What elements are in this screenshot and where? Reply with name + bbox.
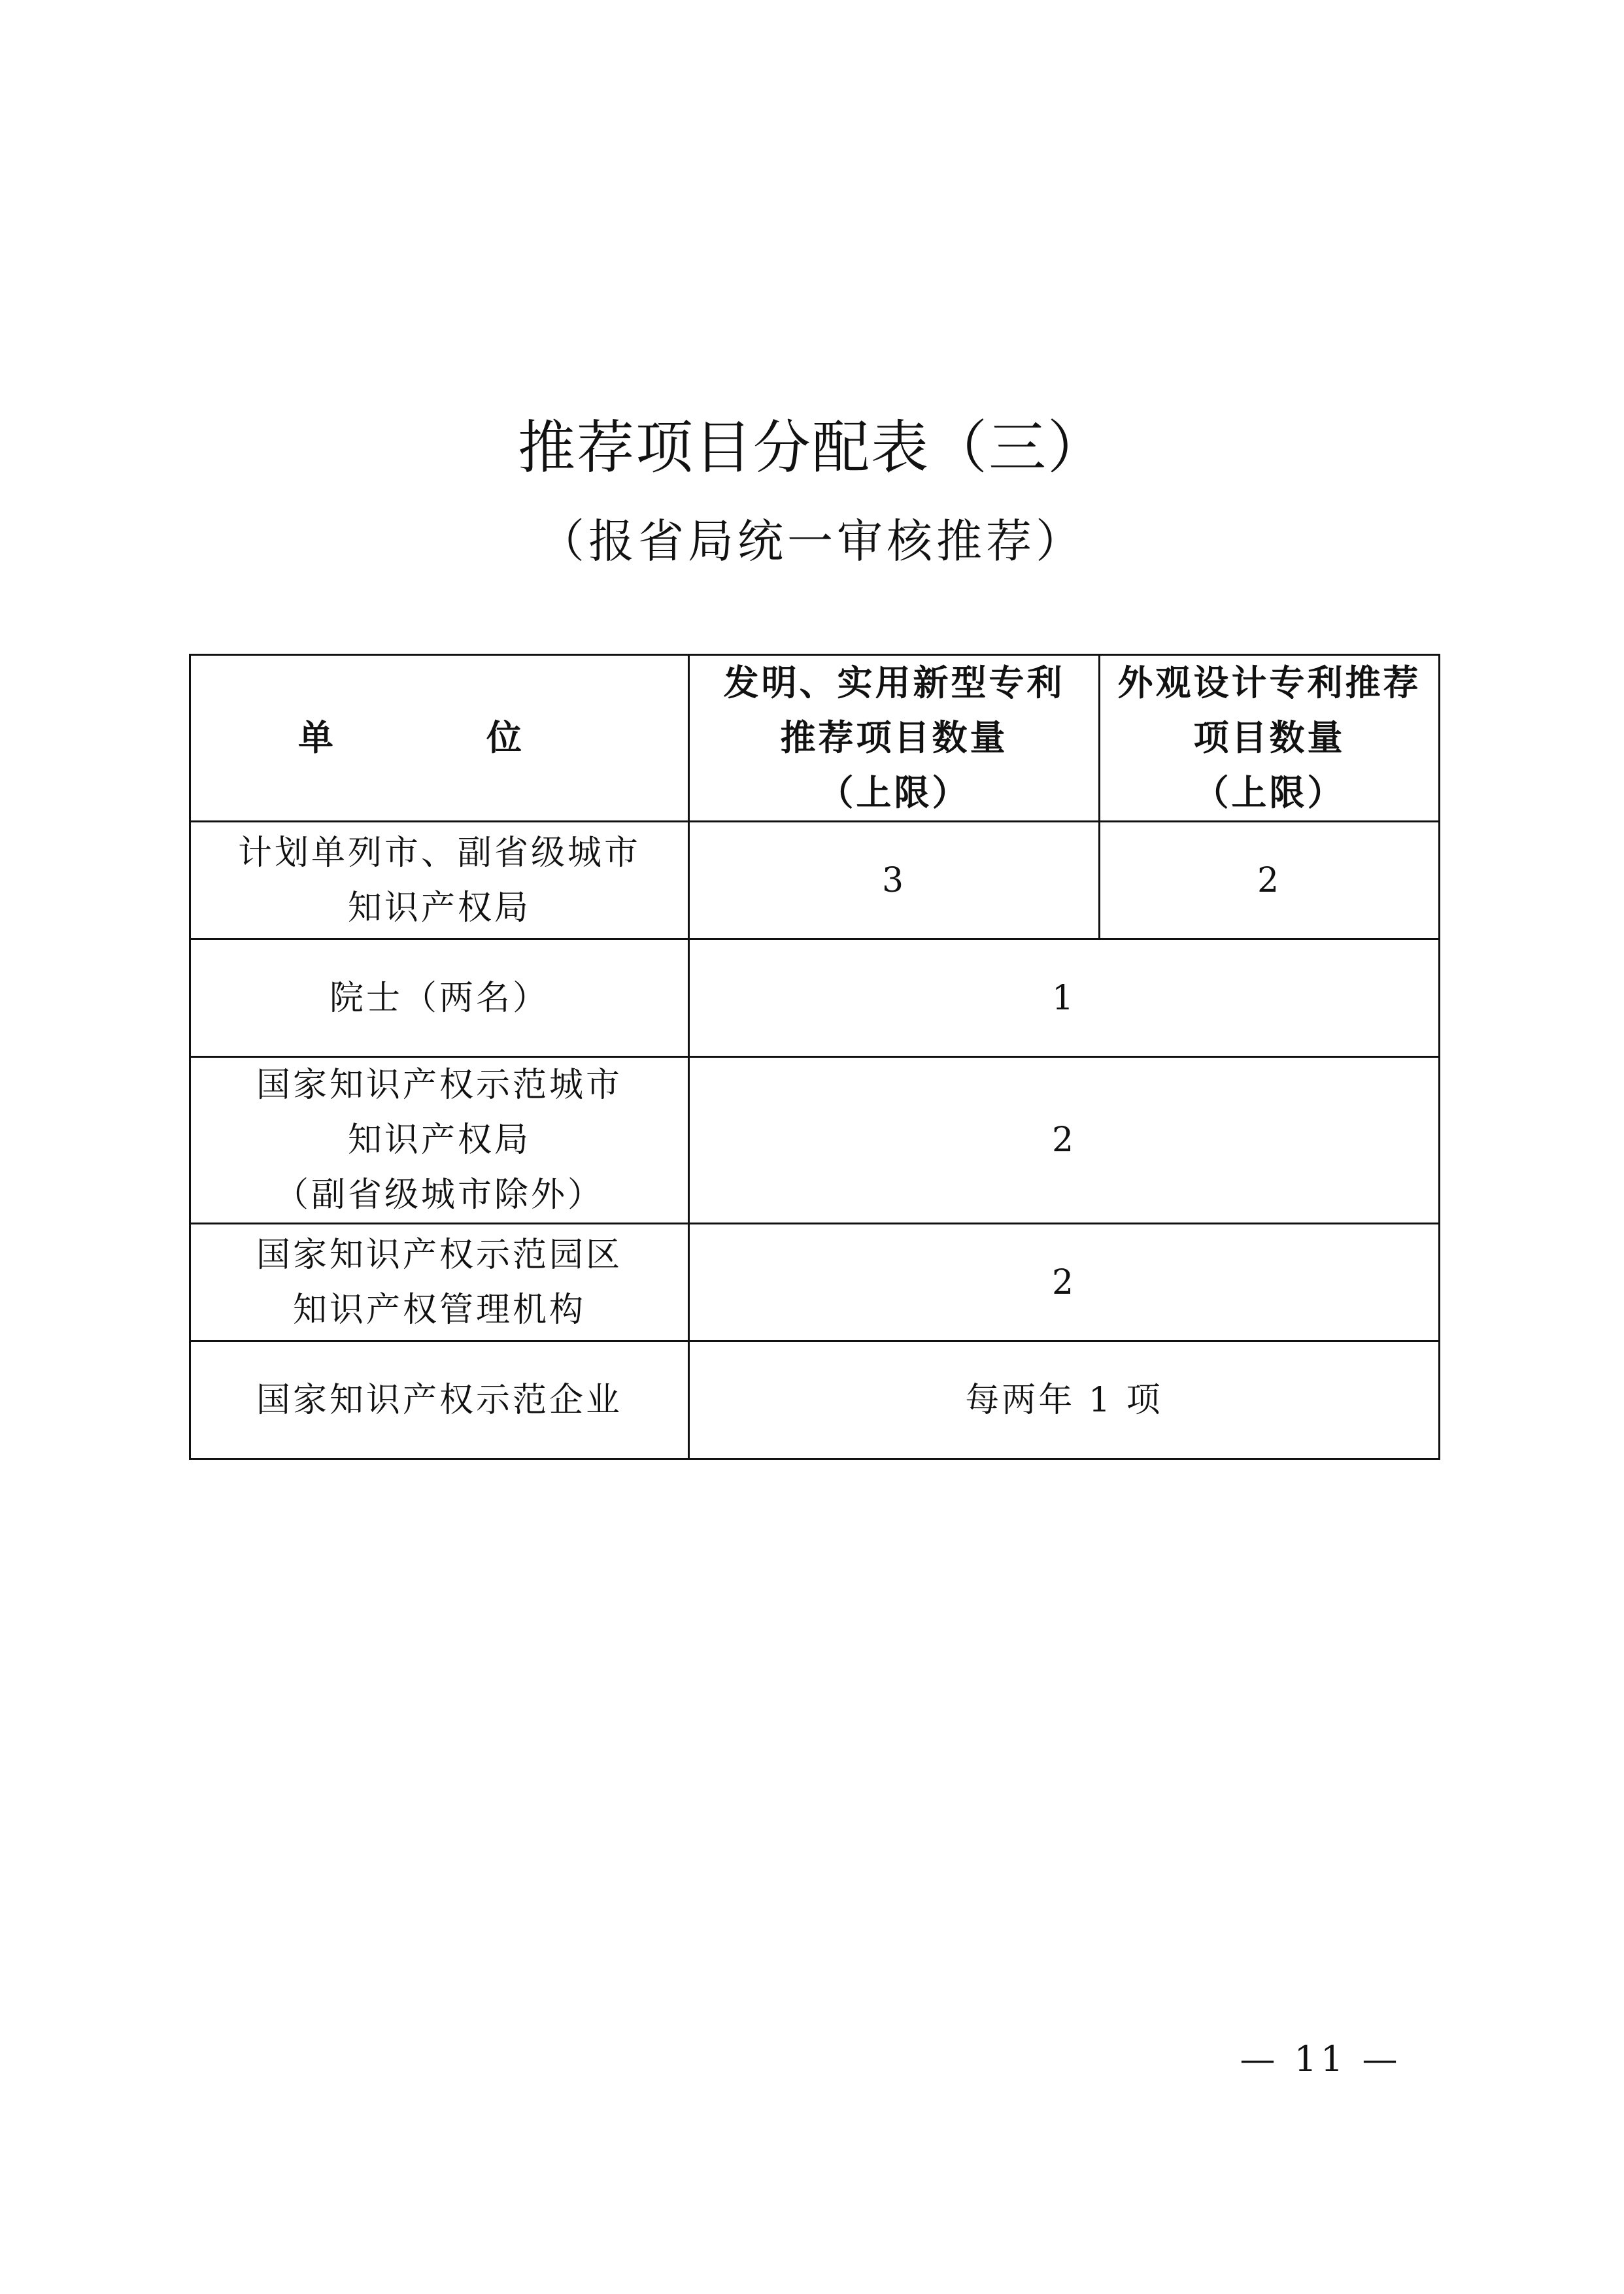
header-design-quota: 外观设计专利推荐 项目数量 （上限） — [1100, 655, 1440, 822]
row-merged-value: 每两年 1 项 — [689, 1341, 1440, 1459]
row-design-value: 2 — [1100, 822, 1440, 939]
page-subtitle: （报省局统一审核推荐） — [539, 514, 1085, 568]
header-invention-quota: 发明、实用新型专利 推荐项目数量 （上限） — [689, 655, 1100, 822]
row-merged-value: 2 — [689, 1224, 1440, 1341]
page-number: — 11 — — [1240, 2038, 1402, 2080]
table-row — [190, 1341, 1440, 1459]
table-row — [190, 1224, 1440, 1341]
row-merged-value: 1 — [689, 939, 1440, 1057]
allocation-table — [189, 654, 1440, 1460]
row-invention-value: 3 — [689, 822, 1100, 939]
row-unit-cell: 国家知识产权示范城市 知识产权局 （副省级城市除外） — [190, 1057, 689, 1224]
row-unit-cell: 国家知识产权示范企业 — [190, 1341, 689, 1459]
row-unit-cell: 计划单列市、副省级城市 知识产权局 — [190, 822, 689, 939]
page-title: 推荐项目分配表（三） — [517, 414, 1106, 481]
table-row — [190, 1057, 1440, 1224]
row-unit-cell: 院士（两名） — [190, 939, 689, 1057]
table-row — [190, 822, 1440, 939]
table-header-row — [190, 655, 1440, 822]
row-merged-value: 2 — [689, 1057, 1440, 1224]
table-row — [190, 939, 1440, 1057]
row-unit-cell: 国家知识产权示范园区 知识产权管理机构 — [190, 1224, 689, 1341]
header-unit: 单 位 — [190, 655, 689, 822]
